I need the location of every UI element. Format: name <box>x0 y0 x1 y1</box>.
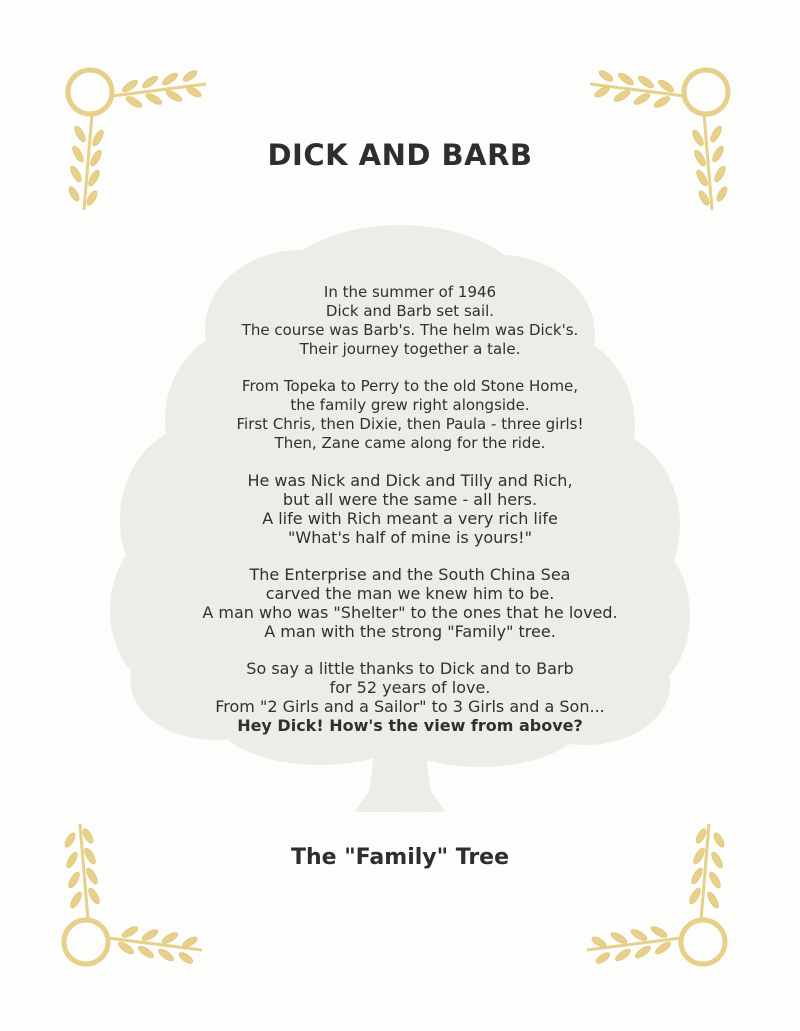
poem-line: A life with Rich meant a very rich life <box>262 509 558 528</box>
poem-line: Their journey together a tale. <box>299 340 521 358</box>
poem-line: In the summer of 1946 <box>323 283 497 301</box>
poem-line: Dick and Barb set sail. <box>325 302 495 320</box>
poem-line: From Topeka to Perry to the old Stone Home, <box>241 377 579 395</box>
page-title: DICK AND BARB <box>267 138 533 172</box>
poem-line: A man who was "Shelter" to the ones that he loved. <box>202 603 618 622</box>
poem-line: for 52 years of love. <box>329 678 491 697</box>
poem-line: A man with the strong "Family" tree. <box>264 622 556 641</box>
poem-line: From "2 Girls and a Sailor" to 3 Girls and a Son... <box>215 697 605 716</box>
poem-line: "What's half of mine is yours!" <box>288 528 532 547</box>
stanza-3 <box>150 471 670 547</box>
poem-line: The Enterprise and the South China Sea <box>249 565 571 584</box>
laurel-corner-bottom-right-icon <box>575 812 735 972</box>
poem-line: but all were the same - all hers. <box>282 490 538 509</box>
poem-line: First Chris, then Dixie, then Paula - three girls! <box>236 415 584 433</box>
footer-title: The "Family" Tree <box>290 845 510 870</box>
stanza-4 <box>150 565 670 641</box>
stanza-5 <box>150 659 670 735</box>
laurel-corner-bottom-left-icon <box>54 812 214 972</box>
stanza-1 <box>150 283 670 359</box>
poem-line: carved the man we knew him to be. <box>265 584 555 603</box>
poem-line: He was Nick and Dick and Tilly and Rich, <box>247 471 573 490</box>
poem <box>150 283 670 753</box>
poem-line: the family grew right alongside. <box>290 396 530 414</box>
stanza-2 <box>150 377 670 453</box>
poem-line: The course was Barb's. The helm was Dick's. <box>241 321 579 339</box>
poem-closing-line: Hey Dick! How's the view from above? <box>237 716 583 735</box>
poem-line: Then, Zane came along for the ride. <box>274 434 546 452</box>
poem-line: So say a little thanks to Dick and to Barb <box>246 659 574 678</box>
